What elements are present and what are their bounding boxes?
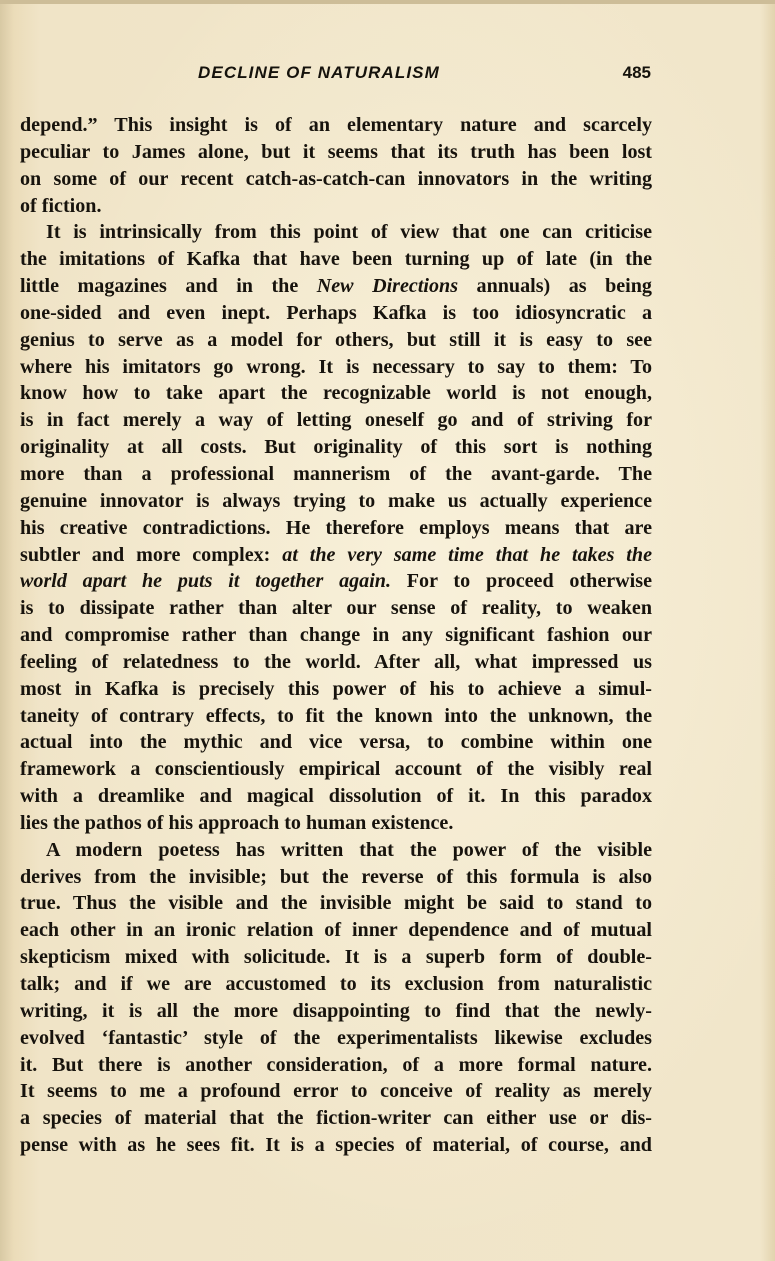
- text-segment: subtler and more complex:: [20, 543, 283, 566]
- text-line: actual into the mythic and vice versa, to combine within one: [20, 731, 652, 754]
- text-segment: For to proceed otherwise: [391, 570, 653, 593]
- text-line: with a dreamlike and magical dissolution of it. In this paradox: [20, 785, 652, 808]
- text-line: It seems to me a profound error to conceive of reality as merely: [20, 1080, 652, 1103]
- text-line: originality at all costs. But originality of this sort is nothing: [20, 436, 652, 459]
- text-line: depend.” This insight is of an elementary nature and scarcely: [20, 114, 652, 136]
- text-line-mixed: [20, 568, 652, 595]
- text-line: a species of material that the fiction-writer can either use or dis-: [20, 1107, 652, 1130]
- text-line: evolved ‘fantastic’ style of the experimentalists likewise excludes: [20, 1026, 652, 1049]
- text-line: lies the pathos of his approach to human existence.: [20, 811, 454, 834]
- text-line: more than a professional mannerism of the avant-garde. The: [20, 462, 652, 485]
- italic-phrase: at the very same time that he takes the: [282, 543, 652, 566]
- text-line: derives from the invisible; but the reverse of this formula is also: [20, 865, 652, 888]
- body-text: [20, 112, 652, 1159]
- text-line-mixed: [20, 542, 652, 569]
- text-line: of fiction.: [20, 194, 102, 217]
- italic-phrase: world apart he puts it together again.: [20, 570, 391, 593]
- text-line: is in fact merely a way of letting oneself go and of striving for: [20, 409, 652, 432]
- text-line: framework a conscientiously empirical account of the visibly real: [20, 758, 652, 781]
- text-line: feeling of relatedness to the world. After all, what impressed us: [20, 650, 652, 673]
- text-line: writing, it is all the more disappointing to find that the newly-: [20, 999, 652, 1022]
- text-segment: little magazines and in the: [20, 275, 317, 298]
- text-line: peculiar to James alone, but it seems that its truth has been lost: [20, 140, 652, 163]
- page-header: [198, 63, 651, 89]
- text-line: on some of our recent catch-as-catch-can innovators in the writing: [20, 167, 652, 190]
- text-line: know how to take apart the recognizable world is not enough,: [20, 382, 652, 405]
- text-line: taneity of contrary effects, to fit the known into the unknown, the: [20, 704, 652, 727]
- text-line: It is intrinsically from this point of view that one can criticise: [46, 221, 652, 244]
- text-line: skepticism mixed with solicitude. It is a superb form of double-: [20, 946, 652, 969]
- text-line: talk; and if we are accustomed to its exclusion from naturalistic: [20, 973, 652, 995]
- text-line: is to dissipate rather than alter our sense of reality, to weaken: [20, 597, 652, 620]
- text-line: one-sided and even inept. Perhaps Kafka is too idiosyncratic a: [20, 301, 652, 324]
- text-line: and compromise rather than change in any significant fashion our: [20, 624, 652, 647]
- text-line: where his imitators go wrong. It is necessary to say to them: To: [20, 355, 652, 378]
- text-line: A modern poetess has written that the power of the visible: [46, 838, 652, 861]
- text-line: the imitations of Kafka that have been turning up of late (in the: [20, 248, 652, 271]
- text-line: true. Thus the visible and the invisible might be said to stand to: [20, 892, 652, 915]
- italic-phrase: New Directions: [316, 275, 459, 298]
- text-line-mixed: [20, 273, 652, 300]
- text-line: it. But there is another consideration, of a more formal nature.: [20, 1053, 652, 1076]
- text-segment: annuals) as being: [458, 275, 652, 298]
- text-line: genius to serve as a model for others, but still it is easy to see: [20, 328, 652, 351]
- text-line: pense with as he sees fit. It is a species of material, of course, and: [20, 1134, 652, 1157]
- text-line: most in Kafka is precisely this power of his to achieve a simul-: [20, 677, 652, 700]
- text-line: each other in an ironic relation of inner dependence and of mutual: [20, 919, 652, 942]
- text-line: his creative contradictions. He therefore employs means that are: [20, 516, 652, 539]
- text-line: genuine innovator is always trying to make us actually experience: [20, 489, 652, 512]
- page-number: 485: [622, 63, 651, 82]
- running-head: DECLINE OF NATURALISM: [198, 63, 440, 82]
